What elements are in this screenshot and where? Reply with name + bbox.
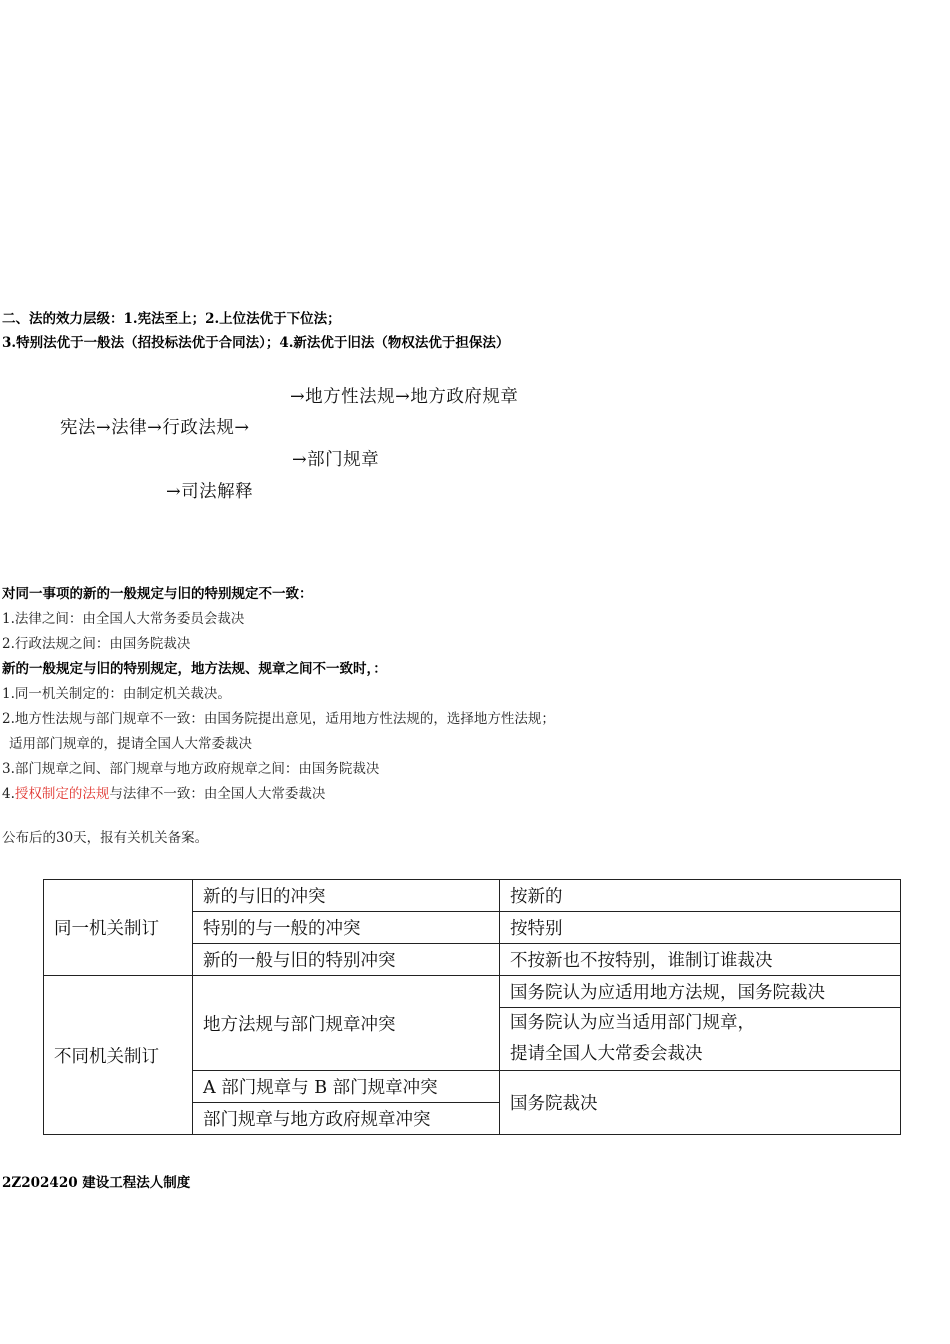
hierarchy-heading-line2: 3.特别法优于一般法（招投标法优于合同法）；4.新法优于旧法（物权法优于担保法） xyxy=(2,335,510,351)
conflict-case-cell: 特别的与一般的冲突 xyxy=(193,912,500,944)
filing-note: 公布后的30天，报有关机关备案。 xyxy=(2,830,209,846)
resolution-rule-cell: 不按新也不按特别，谁制订谁裁决 xyxy=(500,944,901,976)
diagram-row-department: →部门规章 xyxy=(292,450,380,470)
conflict-resolution-table xyxy=(43,879,901,1135)
conflict-case-cell: 新的与旧的冲突 xyxy=(193,880,500,912)
conflict-item-4: 2.地方性法规与部门规章不一致：由国务院提出意见，适用地方性法规的，选择地方性法规； xyxy=(2,711,555,727)
group-same-authority: 同一机关制订 xyxy=(44,880,193,976)
rule-line-1: 国务院认为应当适用部门规章， xyxy=(510,1013,755,1033)
item-6-rest: 与法律不一致：由全国人大常委裁决 xyxy=(109,786,326,802)
group-different-authority: 不同机关制订 xyxy=(44,976,193,1135)
resolution-rule-cell: 国务院认为应适用地方法规，国务院裁决 xyxy=(500,976,901,1008)
rule-line-2: 提请全国人大常委会裁决 xyxy=(510,1044,703,1064)
conflict-title-2: 新的一般规定与旧的特别规定，地方法规、规章之间不一致时，： xyxy=(2,661,387,677)
diagram-row-judicial: →司法解释 xyxy=(166,482,254,502)
resolution-rule-cell: 按新的 xyxy=(500,880,901,912)
conflict-item-2: 2.行政法规之间：由国务院裁决 xyxy=(2,636,191,652)
resolution-rule-cell: 国务院裁决 xyxy=(500,1071,901,1135)
conflict-item-5: 3.部门规章之间、部门规章与地方政府规章之间：由国务院裁决 xyxy=(2,761,380,777)
resolution-rule-cell xyxy=(500,1008,901,1071)
conflict-case-cell: A 部门规章与 B 部门规章冲突 xyxy=(193,1071,500,1103)
conflict-case-cell: 地方法规与部门规章冲突 xyxy=(193,976,500,1071)
conflict-title-1: 对同一事项的新的一般规定与旧的特别规定不一致： xyxy=(2,586,313,602)
conflict-case-cell: 部门规章与地方政府规章冲突 xyxy=(193,1103,500,1135)
hierarchy-heading-line1: 二、法的效力层级：1.宪法至上；2.上位法优于下位法； xyxy=(2,311,341,327)
resolution-rule-cell: 按特别 xyxy=(500,912,901,944)
next-section-heading: 2Z202420 建设工程法人制度 xyxy=(2,1175,191,1191)
conflict-item-3: 1.同一机关制定的：由制定机关裁决。 xyxy=(2,686,231,702)
table-row xyxy=(44,976,901,1008)
authorized-regulation-highlight: 授权制定的法规 xyxy=(14,786,110,802)
diagram-row-main: 宪法→法律→行政法规→ xyxy=(60,418,250,438)
conflict-case-cell: 新的一般与旧的特别冲突 xyxy=(193,944,500,976)
item-6-prefix: 4. xyxy=(2,786,15,802)
diagram-row-local: →地方性法规→地方政府规章 xyxy=(290,387,519,407)
conflict-item-6 xyxy=(2,784,325,804)
conflict-item-4-cont: 适用部门规章的，提请全国人大常委裁决 xyxy=(9,736,252,752)
table-row xyxy=(44,880,901,912)
conflict-item-1: 1.法律之间：由全国人大常务委员会裁决 xyxy=(2,611,245,627)
